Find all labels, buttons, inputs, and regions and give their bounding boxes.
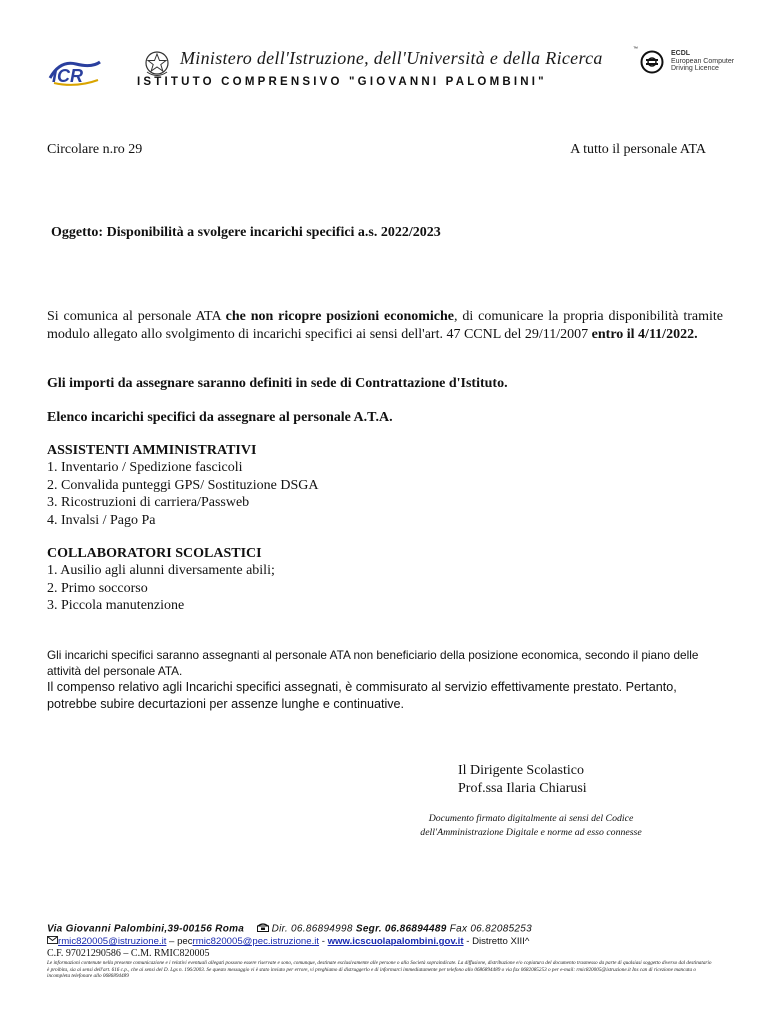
footer-address-line [47,923,727,935]
icr-logo-text: ICR [52,66,83,86]
section-title: ASSISTENTI AMMINISTRATIVI [47,443,257,458]
ecdl-line2: European Computer [671,57,735,65]
subject: Oggetto: Disponibilità a svolgere incarichi specifici a.s. 2022/2023 [51,225,441,240]
section-title: COLLABORATORI SCOLASTICI [47,546,262,561]
ecdl-label [671,50,734,73]
footer-district: Distretto XIII^ [472,936,530,948]
signer-role: Il Dirigente Scolastico [458,763,584,778]
ecdl-line3: Driving Licence [671,65,719,72]
amounts-statement: Gli importi da assegnare saranno definiti in sede di Contrattazione d'Istituto. [47,376,508,391]
ecdl-line1: ECDL [671,50,691,57]
list-item: 2. Primo soccorso [47,580,148,596]
footer-pec-link[interactable]: rmic820005@pec.istruzione.it [192,936,320,948]
list-item: 2. Convalida punteggi GPS/ Sostituzione DSGA [47,477,319,493]
footer-contacts-line: rmic820005@istruzione.it – pecrmic820005@pec.istruzione.it - www.icscuolapalombini.gov.it - Distretto XIII^ [47,936,727,947]
list-heading: Elenco incarichi specifici da assegnare al personale A.T.A. [47,410,393,425]
footer-pec-prefix: pec [177,936,193,948]
list-item: 1. Inventario / Spedizione fascicoli [47,460,243,475]
school-name: ISTITUTO COMPRENSIVO "GIOVANNI PALOMBINI" [137,76,547,88]
list-item: 3. Piccola manutenzione [47,598,185,613]
footer-tax-code: C.F. 97021290586 – C.M. RMIC820005 [47,948,210,960]
footer-website-link[interactable]: www.icscuolapalombini.gov.it [327,936,464,948]
intro-paragraph [47,308,723,344]
intro-text-2: , di comunicare la propria disponibilità tramite modulo allegato allo svolgimento di incarichi specifici ai sensi dell'art. 47 CCNL del 29/11/2007 [47,309,723,342]
icr-logo [46,58,104,86]
compensation-note: Il compenso relativo agli Incarichi specifici assegnati, è commisurato al servizio effettivamente prestato. Pertanto, potrebbe subire decurtazioni per assenze lunghe e continuative. [47,680,677,711]
assignment-note: Gli incarichi specifici saranno assegnanti al personale ATA non beneficiario della posizione economica, secondo il piano delle attività del personale ATA. [47,648,699,678]
ecdl-trademark: ™ [633,46,638,52]
section-school-collaborators [47,546,275,615]
footer-address: Via Giovanni Palombini,39-00156 Roma [47,923,245,935]
signer-name: Prof.ssa Ilaria Chiarusi [458,781,587,796]
footer-segr-phone: Segr. 06.86894489 [355,923,447,935]
list-item: 4. Invalsi / Pago Pa [47,512,156,528]
intro-text-1: Si comunica al personale ATA [47,309,226,324]
list-item: 1. Ausilio agli alunni diversamente abili; [47,563,275,578]
ministry-heading: Ministero dell'Istruzione, dell'Università e della Ricerca [180,48,603,68]
digital-signature-note-line1: Documento firmato digitalmente ai sensi del Codice [428,813,634,824]
circular-number: Circolare n.ro 29 [47,142,143,157]
task-list [47,459,318,529]
task-list [47,562,275,615]
footer-dir-phone: Dir. 06.86894998 [271,923,353,935]
intro-bold-1: che non ricopre posizioni economiche [225,309,455,324]
ecdl-logo-icon [640,50,664,74]
footer-fax: Fax 06.82085253 [449,923,533,935]
signature-block [458,762,587,798]
footer [47,923,727,980]
digital-signature-note [400,812,662,840]
list-item: 3. Ricostruzioni di carriera/Passweb [47,495,250,510]
footer-disclaimer: Le informazioni contenute nella presente comunicazione e i relativi eventuali allegati possono essere riservate e sono, comunque, destinate esclusivamente alle persone o alla Società sopraindicate. La diffusione, distribuzione e/o copiatura del documento trasmesso da parte di qualsiasi soggetto diverso dal destinatario è proibita, sia ai sensi dell'art. 616 c.p., che ai sensi del D. Lgs n. 196/2003. Se questo messaggio vi è stato inviato per errore, vi preghiamo di distruggerlo e di informarci immediatamente per telefono allo 0686894489 o via fax 0682085253 o per e-mail: rmic820005@istruzione.it Ins can di ricezione mancata o incompleta telefonare allo 0686894489 [47,960,712,980]
intro-deadline: entro il 4/11/2022. [591,327,698,342]
phone-icon [257,923,269,935]
footer-email-link[interactable]: rmic820005@istruzione.it [58,936,167,948]
recipients: A tutto il personale ATA [570,142,706,157]
digital-signature-note-line2: dell'Amministrazione Digitale e norme ad esso connesse [420,827,642,838]
section-administrative-assistants [47,443,318,529]
envelope-icon [47,936,58,947]
